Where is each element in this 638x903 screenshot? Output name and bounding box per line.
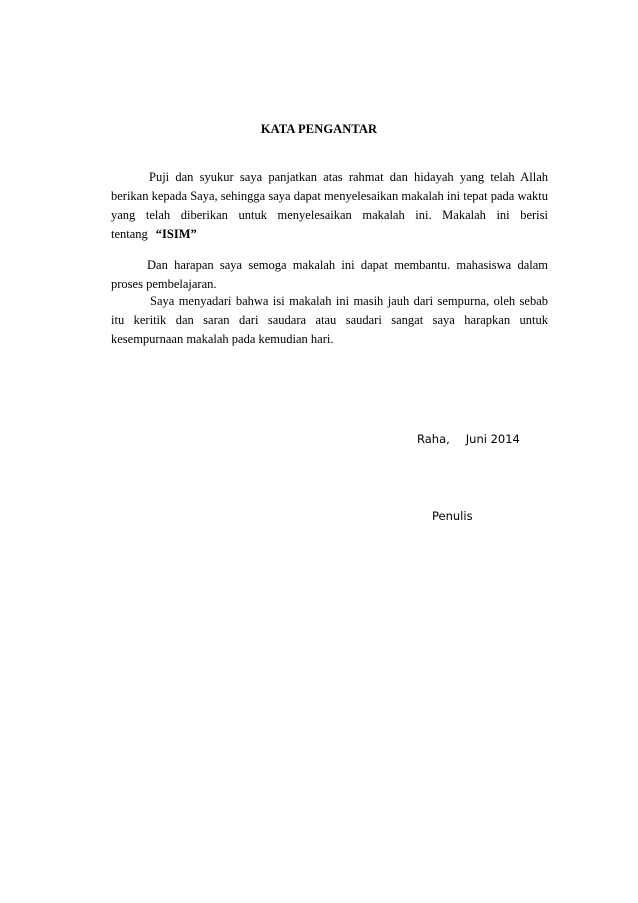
place-label: Raha, — [417, 432, 450, 446]
paragraph-gratitude-text: Puji dan syukur saya panjatkan atas rahmat dan hidayah yang telah Allah berikan kepada Saya, sehingga saya dapat menyelesaikan makalah ini tepat pada waktu yang telah diberikan untuk menyelesaikan makalah ini. Makalah ini berisi tentang — [111, 170, 548, 241]
paragraph-hope-text: Dan harapan saya semoga makalah ini dapat membantu. mahasiswa dalam proses pembelajaran. — [111, 258, 548, 291]
paragraph-gratitude — [111, 168, 548, 244]
page-title: KATA PENGANTAR — [260, 122, 378, 136]
place-date-line — [417, 432, 520, 446]
paragraph-hope — [111, 256, 548, 294]
paragraph-acknowledgement-text: Saya menyadari bahwa isi makalah ini masih jauh dari sempurna, oleh sebab itu keritik dan saran dari saudara atau saudari sangat saya harapkan untuk kesempurnaan makalah pada kemudian hari. — [111, 294, 548, 346]
topic-emphasis: “ISIM” — [155, 227, 197, 241]
writer-label: Penulis — [432, 509, 473, 523]
paragraph-acknowledgement — [111, 292, 548, 349]
date-label: Juni 2014 — [465, 432, 520, 446]
